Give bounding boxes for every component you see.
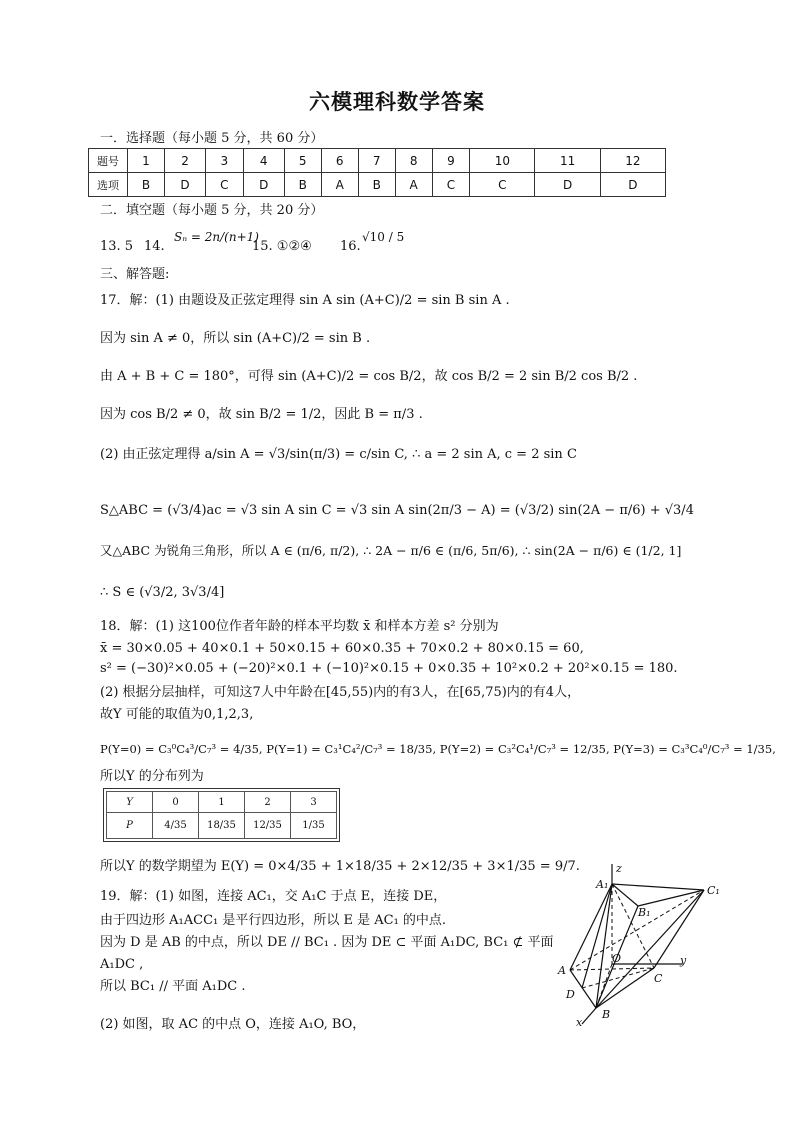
label-d: D: [566, 988, 575, 1001]
answer-15: 15. ①②④: [252, 239, 312, 254]
answer-option-cell: A: [321, 173, 358, 197]
edge-a1-b1: [612, 884, 638, 906]
q17-line-4: 因为 cos B/2 ≠ 0，故 sin B/2 = 1/2，因此 B = π/3 .: [100, 407, 423, 422]
q17-line-8: ∴ S ∈ (√3/2, 3√3/4]: [100, 585, 225, 600]
answer-14-label: 14.: [144, 239, 165, 254]
label-x: x: [576, 1016, 583, 1029]
question-number-cell: 5: [284, 149, 321, 173]
answer-option-cell: B: [358, 173, 395, 197]
question-number-cell: 10: [470, 149, 535, 173]
dist-p-value: 4/35: [153, 813, 199, 839]
edge-c-c1: [654, 890, 704, 968]
q19-line-4: A₁DC ,: [100, 957, 144, 972]
dist-y-value: 3: [291, 792, 337, 813]
label-b: B: [602, 1008, 611, 1021]
answer-option-cell: D: [165, 173, 206, 197]
answer-16-formula: √10 / 5: [362, 230, 405, 244]
fill-answers-row: [100, 232, 460, 262]
answer-14-formula: Sₙ = 2n/(n+1): [174, 230, 259, 244]
question-number-cell: 12: [600, 149, 665, 173]
question-number-cell: 2: [165, 149, 206, 173]
dist-p-value: 1/35: [291, 813, 337, 839]
label-a1: A₁: [596, 878, 609, 891]
q17-line-2: 因为 sin A ≠ 0，所以 sin (A+C)/2 = sin B .: [100, 331, 371, 346]
dist-p-value: 18/35: [199, 813, 245, 839]
dist-label-y: Y: [107, 792, 153, 813]
table-row-p: [107, 813, 337, 839]
edge-b1-c1: [638, 890, 704, 906]
answer-option-cell: C: [206, 173, 244, 197]
q17-line-1: 17．解：(1) 由题设及正弦定理得 sin A sin (A+C)/2 = sin B sin A .: [100, 293, 510, 308]
q17-line-7: 又△ABC 为锐角三角形，所以 A ∈ (π/6, π/2), ∴ 2A − π/6 ∈ (π/6, 5π/6), ∴ sin(2A − π/6) ∈ (1/2, 1]: [100, 543, 682, 558]
q18-line-1: 18．解：(1) 这100位作者年龄的样本平均数 x̄ 和样本方差 s² 分别为: [100, 619, 499, 634]
q18-line-6: P(Y=0) = C₃⁰C₄³/C₇³ = 4/35, P(Y=1) = C₃¹C₄²/C₇³ = 18/35, P(Y=2) = C₃²C₄¹/C₇³ = 12/35, P(Y=3) = C₃³C₄⁰/C₇³ = 1/35,: [100, 742, 776, 756]
label-o: O: [612, 952, 622, 965]
question-number-cell: 6: [321, 149, 358, 173]
choice-answer-table: [88, 148, 666, 197]
answer-option-cell: A: [395, 173, 432, 197]
q17-line-6: S△ABC = (√3/4)ac = √3 sin A sin C = √3 sin A sin(2π/3 − A) = (√3/2) sin(2A − π/6) + √3/4: [100, 503, 694, 518]
q18-line-2: x̄ = 30×0.05 + 40×0.1 + 50×0.15 + 60×0.35 + 70×0.2 + 80×0.15 = 60,: [100, 641, 584, 656]
question-number-cell: 3: [206, 149, 244, 173]
question-number-cell: 11: [535, 149, 600, 173]
q19-line-5: 所以 BC₁ // 平面 A₁DC .: [100, 979, 246, 994]
dist-p-value: 12/35: [245, 813, 291, 839]
label-y: y: [680, 954, 687, 967]
answer-option-cell: D: [535, 173, 600, 197]
prism-figure: [552, 860, 732, 1030]
row-label-option: 选项: [89, 173, 128, 197]
answer-option-cell: D: [243, 173, 284, 197]
q18-line-8: 所以Y 的数学期望为 E(Y) = 0×4/35 + 1×18/35 + 2×12/35 + 3×1/35 = 9/7.: [100, 859, 580, 874]
label-a: A: [558, 964, 566, 977]
q19-line-1: 19．解：(1) 如图，连接 AC₁，交 A₁C 于点 E，连接 DE，: [100, 889, 447, 904]
q19-line-3: 因为 D 是 AB 的中点，所以 DE // BC₁ . 因为 DE ⊂ 平面 A₁DC, BC₁ ⊄ 平面: [100, 935, 554, 950]
label-b1: B₁: [638, 906, 651, 919]
answer-option-cell: B: [128, 173, 165, 197]
answer-option-cell: D: [600, 173, 665, 197]
distribution-table: [106, 791, 337, 839]
table-row-y: [107, 792, 337, 813]
q19-line-2: 由于四边形 A₁ACC₁ 是平行四边形，所以 E 是 AC₁ 的中点.: [100, 913, 447, 928]
answer-option-cell: C: [470, 173, 535, 197]
answer-option-cell: B: [284, 173, 321, 197]
edge-d-c: [582, 968, 654, 988]
section3-heading: 三、解答题:: [100, 267, 170, 282]
q18-line-7: 所以Y 的分布列为: [100, 769, 204, 784]
dist-y-value: 2: [245, 792, 291, 813]
question-number-cell: 4: [243, 149, 284, 173]
table-row-numbers: [89, 149, 666, 173]
answer-13: 13. 5: [100, 239, 134, 254]
question-number-cell: 8: [395, 149, 432, 173]
dist-y-value: 0: [153, 792, 199, 813]
x-axis: [582, 1008, 596, 1024]
page-title: 六模理科数学答案: [309, 90, 485, 114]
label-c1: C₁: [707, 884, 720, 897]
answer-16-label: 16.: [340, 239, 361, 254]
table-row-answers: [89, 173, 666, 197]
q19-line-6: (2) 如图，取 AC 的中点 O，连接 A₁O, BO，: [100, 1017, 366, 1032]
row-label-number: 题号: [89, 149, 128, 173]
question-number-cell: 1: [128, 149, 165, 173]
section1-heading: 一．选择题（每小题 5 分，共 60 分）: [100, 131, 324, 146]
answer-option-cell: C: [432, 173, 470, 197]
edge-a1-c1: [612, 884, 704, 890]
question-number-cell: 9: [432, 149, 470, 173]
q17-line-3: 由 A + B + C = 180°，可得 sin (A+C)/2 = cos B/2，故 cos B/2 = 2 sin B/2 cos B/2 .: [100, 369, 638, 384]
dist-y-value: 1: [199, 792, 245, 813]
dist-label-p: P: [107, 813, 153, 839]
label-c: C: [654, 972, 663, 985]
q18-line-5: 故Y 可能的取值为0,1,2,3,: [100, 707, 254, 722]
q17-line-5: (2) 由正弦定理得 a/sin A = √3/sin(π/3) = c/sin C, ∴ a = 2 sin A, c = 2 sin C: [100, 447, 577, 462]
section2-heading: 二．填空题（每小题 5 分，共 20 分）: [100, 203, 324, 218]
q18-line-4: (2) 根据分层抽样，可知这7人中年龄在[45,55)内的有3人，在[65,75)内的有4人，: [100, 685, 581, 700]
label-z: z: [616, 862, 622, 875]
q18-line-3: s² = (−30)²×0.05 + (−20)²×0.1 + (−10)²×0.15 + 0×0.35 + 10²×0.2 + 20²×0.15 = 180.: [100, 661, 678, 676]
question-number-cell: 7: [358, 149, 395, 173]
